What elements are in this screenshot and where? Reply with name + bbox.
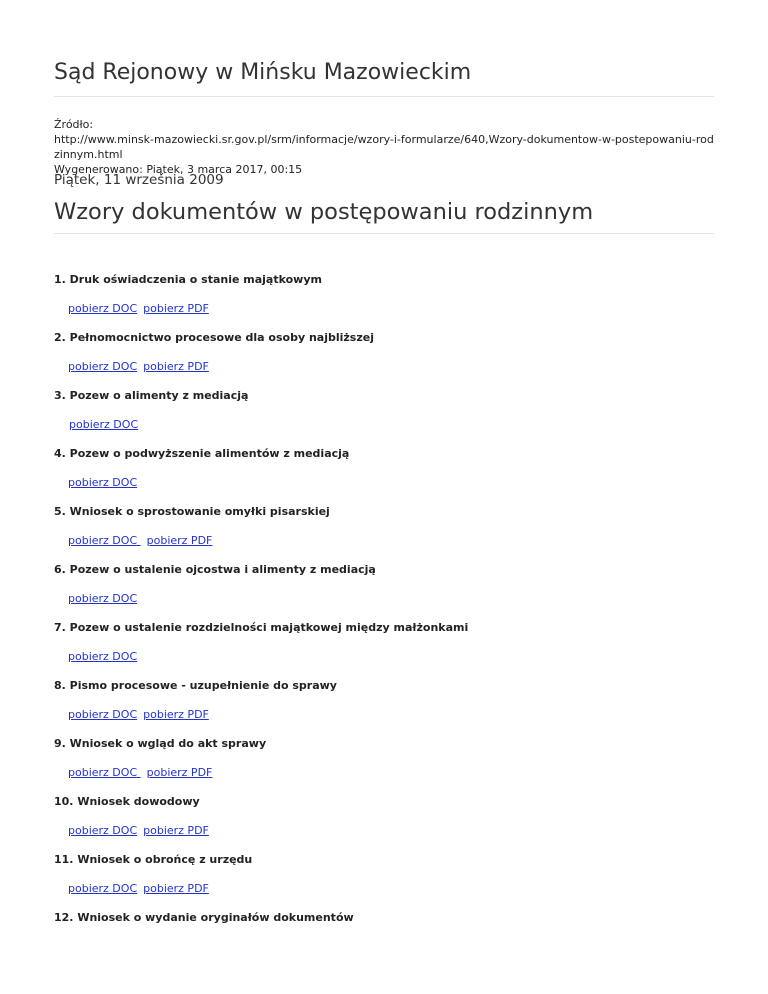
document-item-title: 4. Pozew o podwyższenie alimentów z mediacją [54,447,350,460]
document-item-title: 11. Wniosek o obrońcę z urzędu [54,853,253,866]
download-links [54,475,714,490]
document-item-title: 6. Pozew o ustalenie ojcostwa i alimenty z mediacją [54,563,376,576]
download-pdf-link[interactable]: pobierz PDF [143,882,209,895]
site-title: Sąd Rejonowy w Mińsku Mazowieckim [54,60,472,85]
download-links [54,301,714,316]
document-item-title: 7. Pozew o ustalenie rozdzielności majątkowej między małżonkami [54,621,469,634]
download-pdf-link[interactable]: pobierz PDF [143,302,209,315]
download-pdf-link[interactable]: pobierz PDF [143,708,209,721]
source-url: http://www.minsk-mazowiecki.sr.gov.pl/srm/informacje/wzory-i-formularze/640,Wzory-dokumentow-w-postepowaniu-rodzinnym.html [54,133,714,161]
document-item [54,852,714,910]
download-links [54,359,714,374]
document-item [54,504,714,562]
download-doc-link[interactable]: pobierz DOC [68,650,138,663]
download-pdf-link[interactable]: pobierz PDF [146,766,213,779]
document-item-title: 5. Wniosek o sprostowanie omyłki pisarskiej [54,505,330,518]
download-links [54,881,714,896]
download-doc-link[interactable]: pobierz DOC [68,882,138,895]
download-doc-link[interactable]: pobierz DOC [68,592,138,605]
title-divider [54,233,714,234]
document-item-title: 2. Pełnomocnictwo procesowe dla osoby najbliższej [54,331,374,344]
download-pdf-link[interactable]: pobierz PDF [143,824,209,837]
document-item [54,388,714,446]
document-item [54,562,714,620]
download-links [54,591,714,606]
download-doc-link[interactable]: pobierz DOC [68,766,141,779]
download-doc-link[interactable]: pobierz DOC [68,708,138,721]
document-item [54,620,714,678]
header-divider [54,96,714,97]
article-title: Wzory dokumentów w postępowaniu rodzinnym [54,199,594,225]
source-meta [54,117,714,177]
download-doc-link[interactable]: pobierz DOC [68,476,138,489]
download-links [54,533,714,548]
document-item [54,910,714,968]
document-item-title: 10. Wniosek dowodowy [54,795,200,808]
download-doc-link[interactable]: pobierz DOC [68,534,141,547]
article-date: Piątek, 11 września 2009 [54,172,224,188]
document-item-title: 9. Wniosek o wgląd do akt sprawy [54,737,267,750]
download-doc-link[interactable]: pobierz DOC [68,360,138,373]
download-links [54,649,714,664]
download-doc-link[interactable]: pobierz DOC [69,418,139,431]
download-links [54,417,714,432]
download-pdf-link[interactable]: pobierz PDF [146,534,213,547]
document-item-title: 3. Pozew o alimenty z mediacją [54,389,249,402]
download-doc-link[interactable]: pobierz DOC [68,824,138,837]
document-item [54,794,714,852]
download-pdf-link[interactable]: pobierz PDF [143,360,209,373]
document-item-title: 8. Pismo procesowe - uzupełnienie do sprawy [54,679,337,692]
source-label: Źródło: [54,118,94,131]
generated-timestamp: Wygenerowano: Piątek, 3 marca 2017, 00:15 [54,163,303,176]
document-item [54,446,714,504]
document-item-title: 1. Druk oświadczenia o stanie majątkowym [54,273,322,286]
download-doc-link[interactable]: pobierz DOC [68,302,138,315]
download-links [54,823,714,838]
document-item-title: 12. Wniosek o wydanie oryginałów dokumentów [54,911,354,924]
download-links [54,707,714,722]
document-item [54,678,714,736]
document-item [54,330,714,388]
document-item [54,272,714,330]
download-links [54,765,714,780]
document-list [54,272,714,968]
document-item [54,736,714,794]
